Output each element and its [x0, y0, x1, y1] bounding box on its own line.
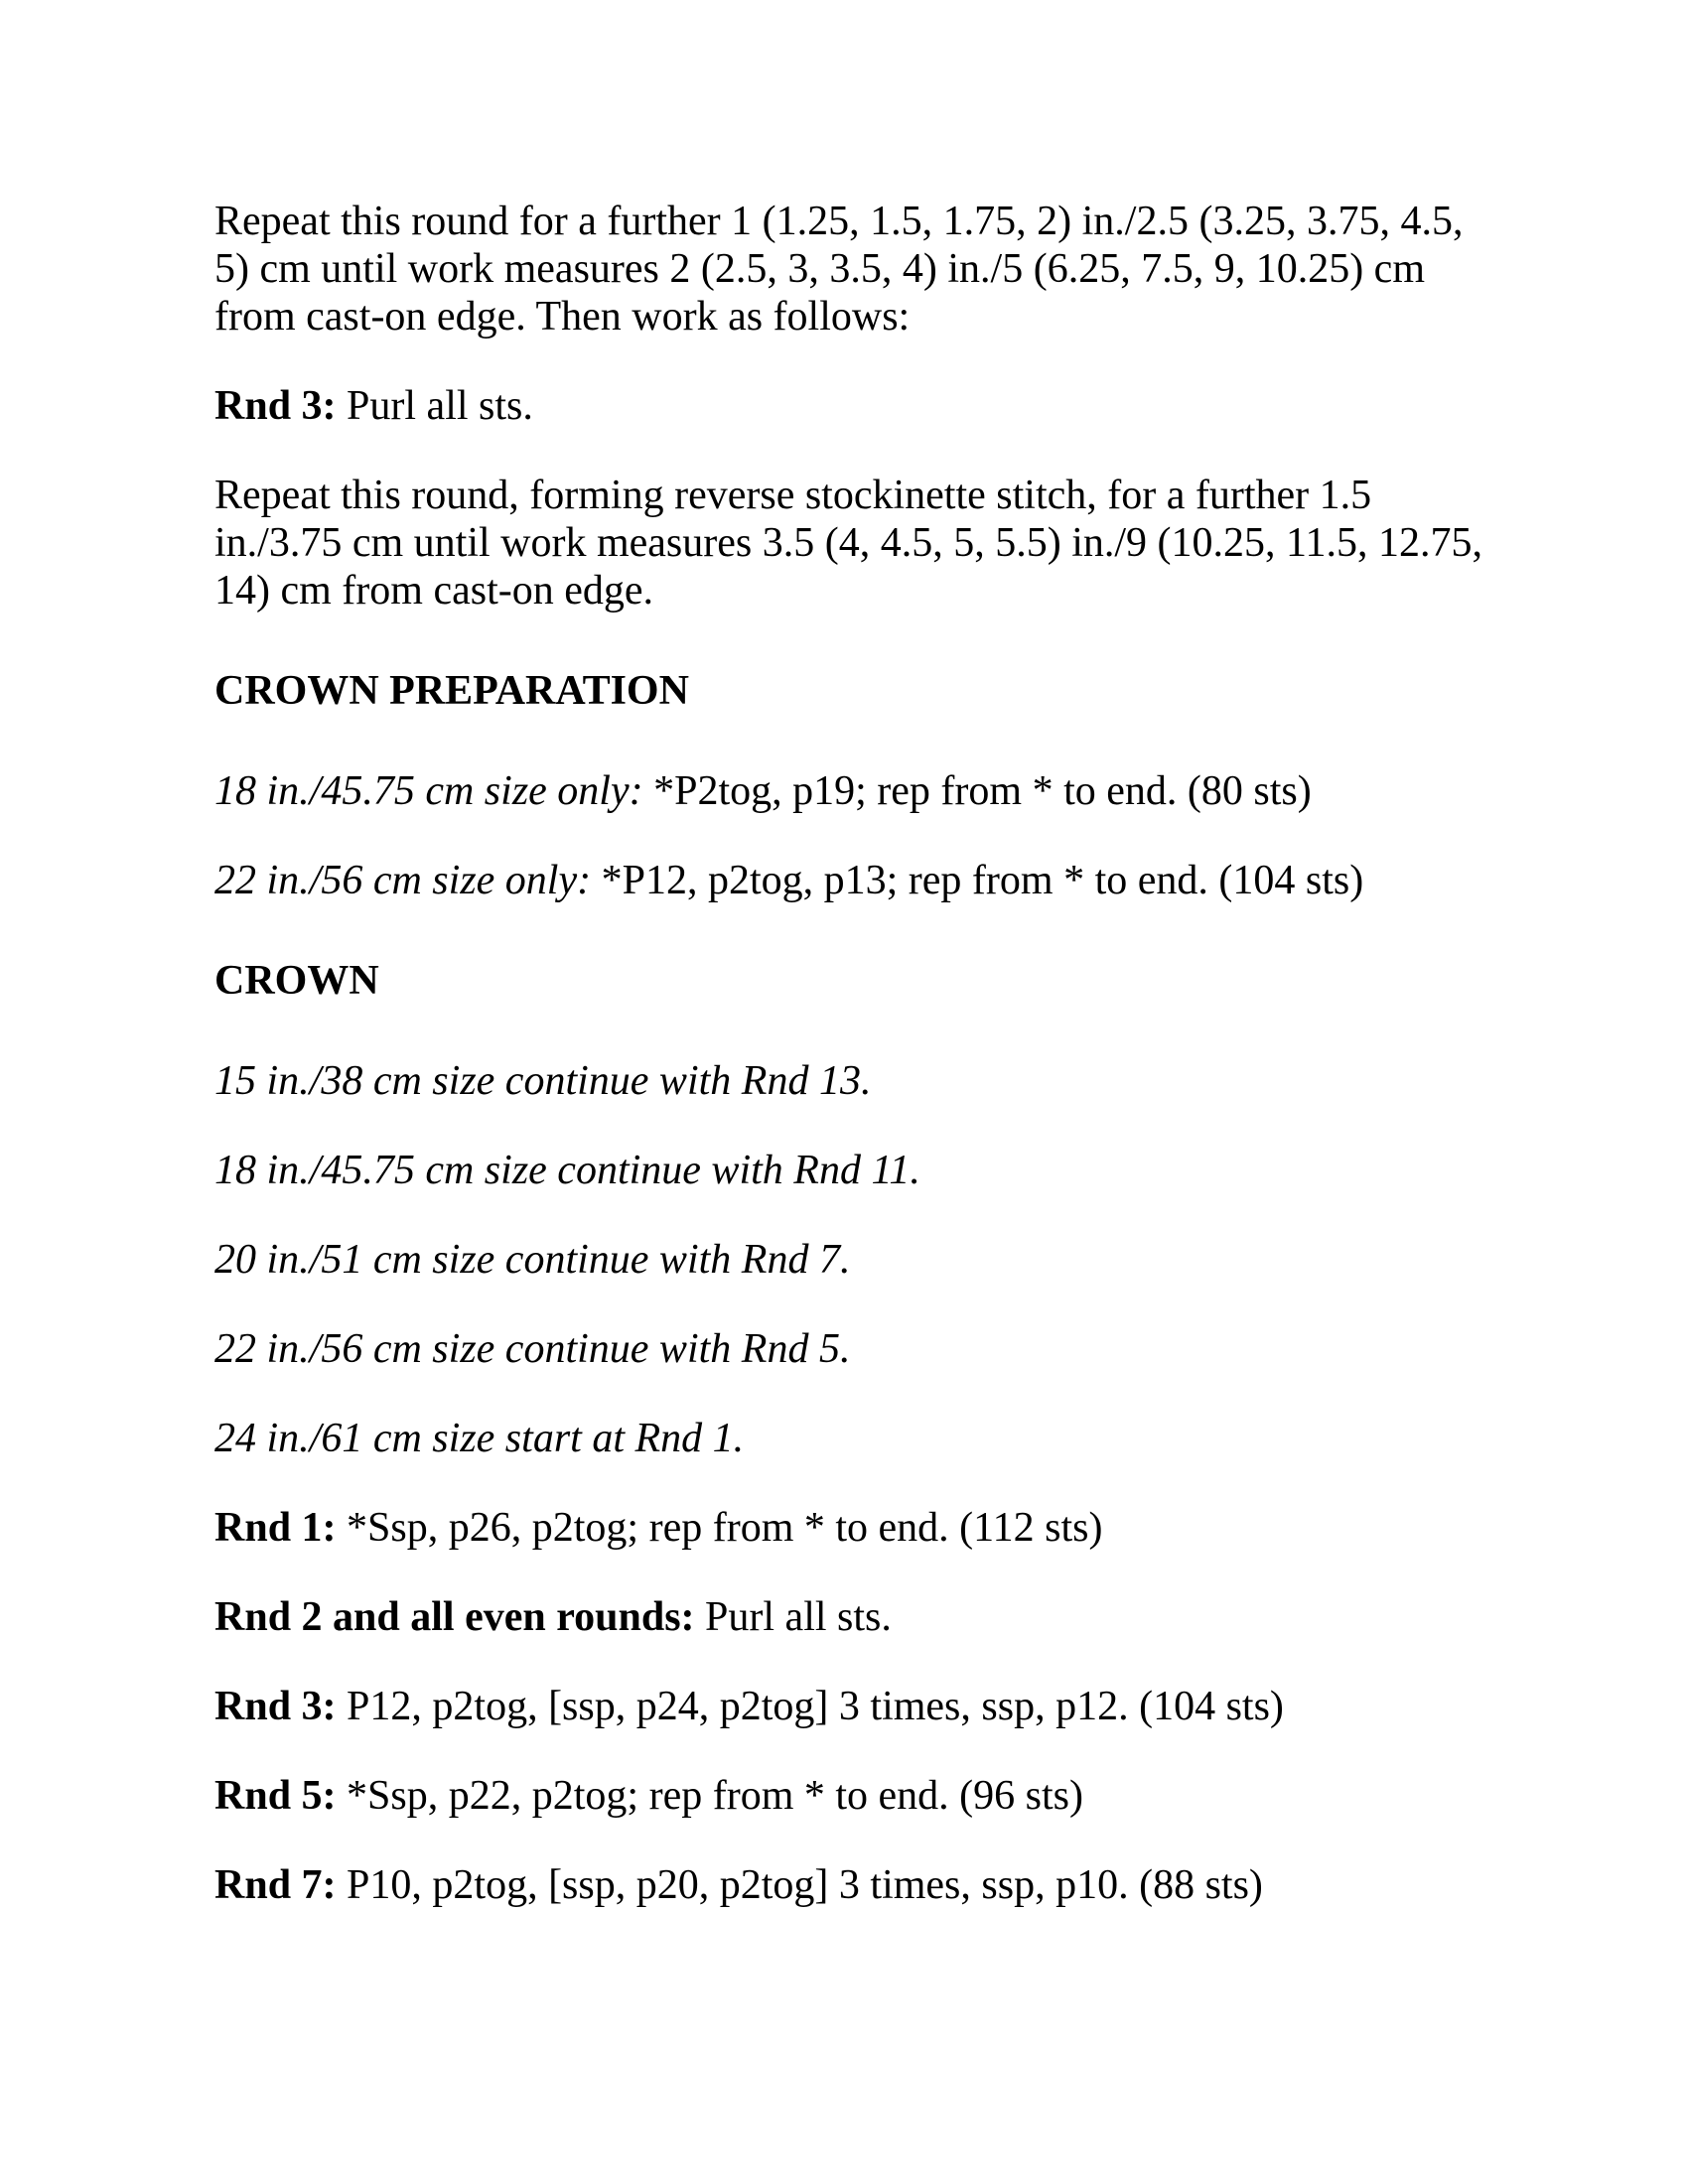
section-heading-crown: CROWN: [214, 958, 379, 1004]
paragraph-repeat-round-rib: [214, 198, 1490, 341]
round-instruction-rnd2-even: [214, 1593, 1490, 1641]
size-label: 18 in./45.75 cm size only:: [214, 768, 654, 814]
round-text: P10, p2tog, [ssp, p20, p2tog] 3 times, ssp, p10. (88 sts): [347, 1862, 1263, 1908]
round-instruction-rnd1: [214, 1504, 1490, 1552]
paragraph-reverse-stockinette: [214, 472, 1490, 614]
round-text: Purl all sts.: [705, 1594, 892, 1640]
size-only-instruction-22in: [214, 857, 1490, 904]
size-only-instruction-18in: [214, 767, 1490, 815]
size-instruction-text: *P12, p2tog, p13; rep from * to end. (104 sts): [601, 858, 1364, 903]
round-text: *Ssp, p26, p2tog; rep from * to end. (112 sts): [347, 1505, 1103, 1551]
section-heading-crown-preparation: CROWN PREPARATION: [214, 668, 689, 714]
round-text: *Ssp, p22, p2tog; rep from * to end. (96 sts): [347, 1773, 1083, 1819]
round-label: Rnd 3:: [214, 1684, 348, 1729]
size-start-note-18in: [214, 1147, 1490, 1194]
round-label: Rnd 2 and all even rounds:: [214, 1594, 706, 1640]
round-label: Rnd 7:: [214, 1862, 348, 1908]
round-instruction-rnd7: [214, 1861, 1490, 1909]
size-note-text: 22 in./56 cm size continue with Rnd 5.: [214, 1326, 851, 1372]
round-label: Rnd 3:: [214, 383, 348, 429]
size-start-note-20in: [214, 1236, 1490, 1284]
size-note-text: 15 in./38 cm size continue with Rnd 13.: [214, 1058, 872, 1104]
size-instruction-text: *P2tog, p19; rep from * to end. (80 sts): [653, 768, 1312, 814]
body-text: Repeat this round for a further 1 (1.25, 1.5, 1.75, 2) in./2.5 (3.25, 3.75, 4.5, 5) cm until work measures 2 (2.5, 3, 3.5, 4) in./5 (6.25, 7.5, 9, 10.25) cm from cast-on edge. Then work as follows:: [214, 199, 1464, 340]
round-text: P12, p2tog, [ssp, p24, p2tog] 3 times, ssp, p12. (104 sts): [347, 1684, 1284, 1729]
size-note-text: 24 in./61 cm size start at Rnd 1.: [214, 1416, 745, 1461]
round-instruction-rnd5: [214, 1772, 1490, 1820]
size-start-note-15in: [214, 1057, 1490, 1105]
body-text: Repeat this round, forming reverse stockinette stitch, for a further 1.5 in./3.75 cm until work measures 3.5 (4, 4.5, 5, 5.5) in./9 (10.25, 11.5, 12.75, 14) cm from cast-on edge.: [214, 473, 1482, 614]
round-instruction-rnd3-purl: [214, 382, 1490, 430]
size-start-note-22in: [214, 1325, 1490, 1373]
size-note-text: 18 in./45.75 cm size continue with Rnd 11.: [214, 1148, 920, 1193]
size-note-text: 20 in./51 cm size continue with Rnd 7.: [214, 1237, 851, 1283]
round-text: Purl all sts.: [347, 383, 533, 429]
size-label: 22 in./56 cm size only:: [214, 858, 602, 903]
round-label: Rnd 5:: [214, 1773, 348, 1819]
size-start-note-24in: [214, 1415, 1490, 1462]
round-label: Rnd 1:: [214, 1505, 348, 1551]
round-instruction-rnd3: [214, 1683, 1490, 1730]
